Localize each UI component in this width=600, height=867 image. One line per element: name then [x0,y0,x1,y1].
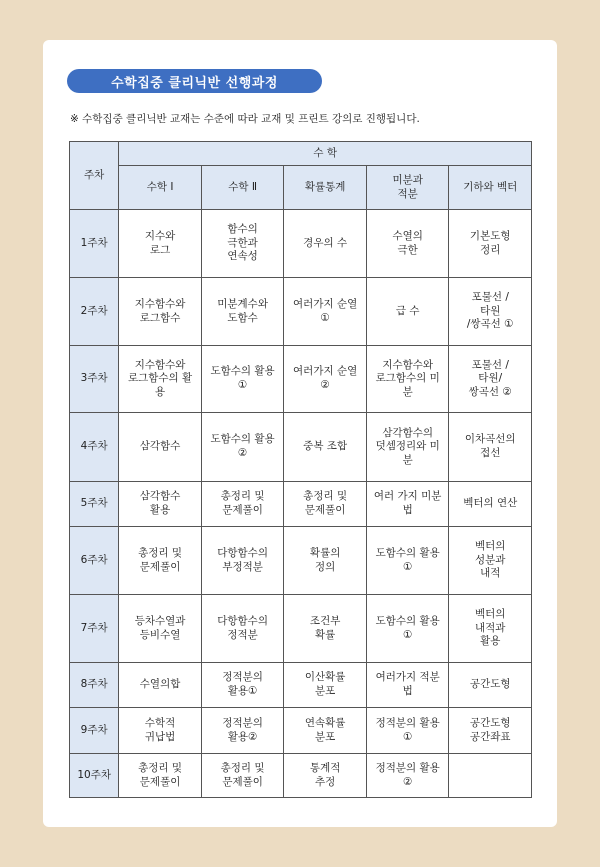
week-label: 3주차 [70,346,119,413]
week-label: 1주차 [70,210,119,278]
table-cell: 도함수의 활용 ② [201,413,284,482]
table-cell: 삼각함수의 덧셈정리와 미 분 [366,413,449,482]
table-cell: 총정리 및 문제풀이 [201,482,284,527]
week-label: 4주차 [70,413,119,482]
table-cell: 수열의합 [119,663,202,708]
table-cell [449,754,532,798]
table-cell: 수학적 귀납법 [119,708,202,754]
table-row [70,708,532,754]
table-cell: 여러가지 순열 ① [284,278,367,346]
table-row [70,663,532,708]
table-cell: 포물선 / 타원/ 쌍곡선 ② [449,346,532,413]
table-cell: 등차수열과 등비수열 [119,595,202,663]
table-cell: 여러가지 적분 법 [366,663,449,708]
subject-header: 수학 Ⅰ [119,166,202,210]
section-title: 수학집중 클리닉반 선행과정 [67,69,322,93]
table-cell: 다항함수의 부정적분 [201,527,284,595]
table-row [70,278,532,346]
table-cell: 총정리 및 문제풀이 [119,754,202,798]
table-cell: 도함수의 활용 ① [366,527,449,595]
week-label: 9주차 [70,708,119,754]
week-label: 6주차 [70,527,119,595]
table-cell: 이산확률 분포 [284,663,367,708]
table-cell: 총정리 및 문제풀이 [201,754,284,798]
table-cell: 도함수의 활용 ① [201,346,284,413]
week-label: 10주차 [70,754,119,798]
table-row [70,595,532,663]
subject-header: 기하와 벡터 [449,166,532,210]
table-cell: 급 수 [366,278,449,346]
table-cell: 삼각함수 활용 [119,482,202,527]
table-cell: 정적분의 활용 ② [366,754,449,798]
table-cell: 정적분의 활용① [201,663,284,708]
content-card [43,40,557,827]
table-cell: 삼각함수 [119,413,202,482]
table-cell: 공간도형 [449,663,532,708]
table-cell: 도함수의 활용 ① [366,595,449,663]
subject-header: 미분과 적분 [366,166,449,210]
table-cell: 벡터의 내적과 활용 [449,595,532,663]
table-cell: 조건부 확률 [284,595,367,663]
table-cell: 총정리 및 문제풀이 [284,482,367,527]
table-cell: 지수와 로그 [119,210,202,278]
table-cell: 총정리 및 문제풀이 [119,527,202,595]
table-cell: 연속확률 분포 [284,708,367,754]
table-cell: 지수함수와 로그함수의 활 용 [119,346,202,413]
table-row [70,346,532,413]
subject-header: 수학 Ⅱ [201,166,284,210]
note-text: ※ 수학집중 클리닉반 교재는 수준에 따라 교재 및 프린트 강의로 진행됩니다. [70,113,420,125]
table-cell: 벡터의 연산 [449,482,532,527]
table-row [70,754,532,798]
table-cell: 지수함수와 로그함수의 미 분 [366,346,449,413]
week-label: 5주차 [70,482,119,527]
table-row [70,482,532,527]
week-label: 8주차 [70,663,119,708]
schedule-table [69,141,532,798]
week-header: 주차 [70,142,119,210]
table-cell: 통계적 추정 [284,754,367,798]
table-cell: 벡터의 성분과 내적 [449,527,532,595]
table-cell: 공간도형 공간좌표 [449,708,532,754]
table-cell: 여러 가지 미분 법 [366,482,449,527]
table-row [70,210,532,278]
table-cell: 미분계수와 도함수 [201,278,284,346]
table-row [70,413,532,482]
table-cell: 여러가지 순열 ② [284,346,367,413]
subject-group-header: 수 학 [119,142,532,166]
table-row [70,527,532,595]
table-cell: 이차곡선의 접선 [449,413,532,482]
table-cell: 포물선 / 타원 /쌍곡선 ① [449,278,532,346]
table-cell: 확률의 정의 [284,527,367,595]
week-label: 7주차 [70,595,119,663]
table-cell: 경우의 수 [284,210,367,278]
table-cell: 지수함수와 로그함수 [119,278,202,346]
table-cell: 정적분의 활용 ① [366,708,449,754]
week-label: 2주차 [70,278,119,346]
table-cell: 함수의 극한과 연속성 [201,210,284,278]
table-cell: 다항함수의 정적분 [201,595,284,663]
subject-header: 확률통계 [284,166,367,210]
table-cell: 정적분의 활용② [201,708,284,754]
table-cell: 수열의 극한 [366,210,449,278]
table-cell: 중복 조합 [284,413,367,482]
table-cell: 기본도형 정리 [449,210,532,278]
